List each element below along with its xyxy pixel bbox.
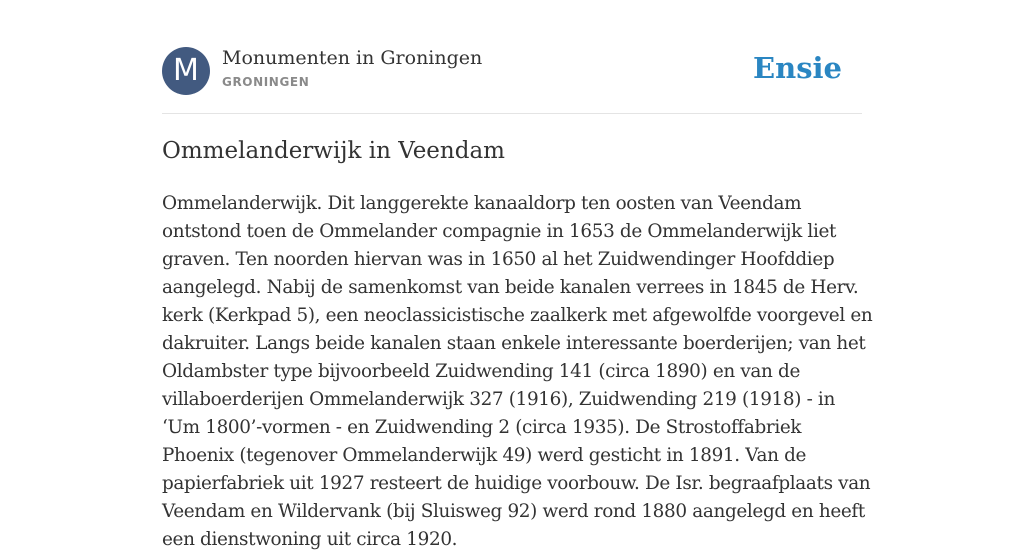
header-divider <box>162 113 862 114</box>
source-header <box>162 47 862 95</box>
source-subtitle[interactable]: GRONINGEN <box>222 75 310 89</box>
source-title[interactable]: Monumenten in Groningen <box>222 47 483 69</box>
avatar[interactable]: M <box>162 47 210 95</box>
article-body: Ommelanderwijk. Dit langgerekte kanaaldorp ten oosten van Veendam ontstond toen de Ommelander compagnie in 1653 de Ommelanderwijk liet graven. Ten noorden hiervan was in 1650 al het Zuidwendinger Hoofddiep aangelegd. Nabij de samenkomst van beide kanalen verrees in 1845 de Herv. kerk (Kerkpad 5), een neoclassicistische zaalkerk met afgewolfde voorgevel en dakruiter. Langs beide kanalen staan enkele interessante boerderijen; van het Oldambster type bijvoorbeeld Zuidwending 141 (circa 1890) en van de villaboerderijen Ommelanderwijk 327 (1916), Zuidwending 219 (1918) - in ‘Um 1800’-vormen - en Zuidwending 2 (circa 1935). De Strostoffabriek Phoenix (tegenover Ommelanderwijk 49) werd gesticht in 1891. Van de papierfabriek uit 1927 resteert de huidige voorbouw. De Isr. begraafplaats van Veendam en Wildervank (bij Sluisweg 92) werd rond 1880 aangelegd en heeft een dienstwoning uit circa 1920. <box>162 193 873 550</box>
article-title: Ommelanderwijk in Veendam <box>162 138 505 164</box>
brand-logo[interactable]: Ensie <box>753 51 842 85</box>
